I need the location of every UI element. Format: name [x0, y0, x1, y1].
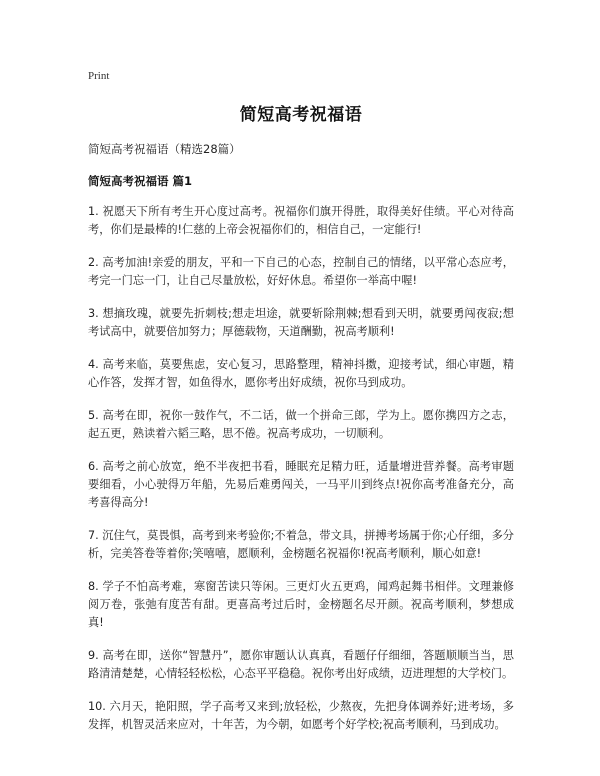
- list-item: 7. 沉住气，莫畏惧，高考到来考验你;不着急，带文具，拼搏考场属于你;心仔细，多分析，完美答卷等着你;笑嘻嘻，愿顺利，金榜题名祝福你!祝高考顺利，顺心如意!: [88, 529, 514, 560]
- list-item: 4. 高考来临，莫要焦虑，安心复习，思路整理，精神抖擞，迎接考试，细心审题，精心作答，发挥才智，如鱼得水，愿你考出好成绩，祝你马到成功。: [88, 358, 514, 389]
- list-item: 5. 高考在即，祝你一鼓作气，不二话，做一个拼命三郎，学为上。愿你携四方之志，起五更，熟读着六韬三略，思不倦。祝高考成功，一切顺利。: [88, 409, 514, 440]
- list-item: 10. 六月天，艳阳照，学子高考又来到;放轻松，少熬夜，先把身体调养好;进考场，多发挥，机智灵活来应对，十年苦，为今朝，如愿考个好学校;祝高考顺利，马到成功。: [88, 700, 514, 731]
- list-item: 6. 高考之前心放宽，绝不半夜把书看，睡眠充足精力旺，适量增进营养餐。高考审题要细看，小心驶得万年船，先易后难勇闯关，一马平川到终点!祝你高考准备充分，高考喜得高分!: [88, 460, 514, 509]
- wish-list: [88, 203, 514, 734]
- page-subtitle: 简短高考祝福语（精选28篇）: [88, 142, 241, 156]
- list-item: 1. 祝愿天下所有考生开心度过高考。祝福你们旗开得胜，取得美好佳绩。平心对待高考，你们是最棒的!仁慈的上帝会祝福你们的，相信自己，一定能行!: [88, 205, 514, 236]
- print-link[interactable]: Print: [88, 70, 110, 82]
- list-item: 2. 高考加油!亲爱的朋友，平和一下自己的心态，控制自己的情绪，以平常心态应考，考完一门忘一门，让自己尽量放松，好好休息。希望你一举高中喔!: [88, 256, 514, 287]
- list-item: 8. 学子不怕高考难，寒窗苦读只等闲。三更灯火五更鸡，闻鸡起舞书相伴。文理兼修阅万卷，张弛有度苦有甜。更喜高考过后时，金榜题名尽开颜。祝高考顺利，梦想成真!: [88, 580, 514, 629]
- list-item: 3. 想摘玫瑰，就要先折刺枝;想走坦途，就要斩除荆棘;想看到天明，就要勇闯夜寂;想考试高中，就要倍加努力；厚德载物，天道酬勤，祝高考顺利!: [88, 307, 514, 338]
- page-title: 简短高考祝福语: [239, 105, 363, 125]
- list-item: 9. 高考在即，送你“智慧丹”，愿你审题认认真真，看题仔仔细细，答题顺顺当当，思路清清楚楚，心情轻轻松松，心态平平稳稳。祝你考出好成绩，迈进理想的大学校门。: [88, 649, 514, 680]
- section-heading: 简短高考祝福语 篇1: [88, 174, 193, 188]
